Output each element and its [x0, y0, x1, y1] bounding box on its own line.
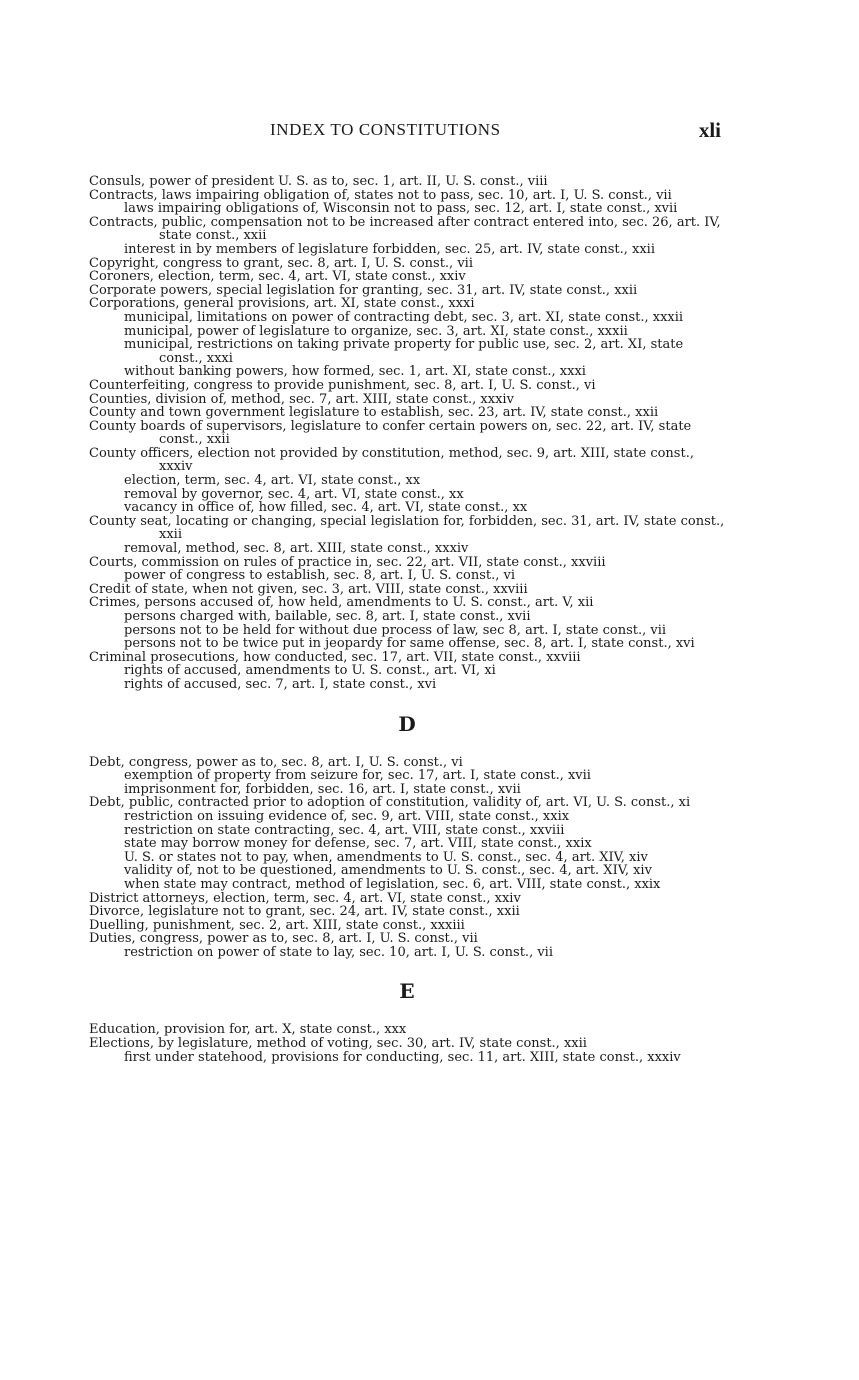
index-entry: Debt, public, contracted prior to adoption of constitution, validity of, art. VI, U. S. const., xi — [89, 795, 691, 811]
index-subentry: validity of, not to be questioned, amendments to U. S. const., sec. 4, art. XIV, xiv — [124, 863, 652, 879]
index-subentry: restriction on state contracting, sec. 4, art. VIII, state const., xxviii — [124, 822, 565, 838]
index-entry: Divorce, legislature not to grant, sec. 24, art. IV, state const., xxii — [89, 904, 520, 920]
index-entry: Contracts, laws impairing obligation of, states not to pass, sec. 10, art. I, U. S. const., vii — [89, 187, 672, 203]
index-subentry: restriction on issuing evidence of, sec. 9, art. VIII, state const., xxix — [124, 808, 570, 824]
page-number: xli — [698, 118, 721, 142]
section-letter: D — [398, 711, 416, 736]
index-entry: Courts, commission on rules of practice in, sec. 22, art. VII, state const., xxviii — [89, 554, 606, 570]
section-letter: E — [399, 979, 415, 1004]
index-subentry: rights of accused, sec. 7, art. I, state const., xvi — [124, 676, 437, 692]
index-entry: County and town government legislature to establish, sec. 23, art. IV, state const., xxii — [89, 405, 659, 421]
index-entry: Education, provision for, art. X, state const., xxx — [89, 1022, 407, 1038]
running-title: INDEX TO CONSTITUTIONS — [270, 120, 501, 139]
index-entry: Credit of state, when not given, sec. 3, art. VIII, state const., xxviii — [89, 581, 528, 597]
index-subentry: exemption of property from seizure for, sec. 17, art. I, state const., xvii — [124, 768, 591, 784]
index-subentry: election, term, sec. 4, art. VI, state const., xx — [124, 473, 421, 489]
index-subentry: power of congress to establish, sec. 8, art. I, U. S. const., vi — [124, 568, 516, 584]
index-body — [89, 175, 725, 1064]
index-subentry: U. S. or states not to pay, when, amendments to U. S. const., sec. 4, art. XIV, xiv — [124, 849, 648, 865]
index-subentry: persons not to be twice put in jeopardy for same offense, sec. 8, art. I, state const., xvi — [124, 636, 695, 652]
index-subentry: restriction on power of state to lay, sec. 10, art. I, U. S. const., vii — [124, 944, 553, 960]
index-entry: Duties, congress, power as to, sec. 8, art. I, U. S. const., vii — [89, 931, 478, 947]
index-entry: County seat, locating or changing, special legislation for, forbidden, sec. 31, art. IV, state const., xxii — [89, 513, 725, 543]
index-entry: Criminal prosecutions, how conducted, sec. 17, art. VII, state const., xxviii — [89, 649, 581, 665]
index-subentry: rights of accused, amendments to U. S. const., art. VI, xi — [124, 663, 496, 679]
index-entry: Consuls, power of president U. S. as to, sec. 1, art. II, U. S. const., viii — [89, 174, 548, 189]
index-entry: Debt, congress, power as to, sec. 8, art. I, U. S. const., vi — [89, 754, 463, 770]
index-subentry: municipal, restrictions on taking private property for public use, sec. 2, art. XI, state const., xxxi — [124, 337, 684, 366]
index-subentry: removal by governor, sec. 4, art. VI, state const., xx — [124, 486, 464, 502]
index-entry: County officers, election not provided by constitution, method, sec. 9, art. XIII, state const., xxxiv — [89, 445, 694, 475]
index-subentry: laws impairing obligations of, Wisconsin not to pass, sec. 12, art. I, state const., xvii — [124, 201, 678, 217]
index-subentry: vacancy in office of, how filled, sec. 4, art. VI, state const., xx — [124, 500, 528, 516]
index-entry: Coroners, election, term, sec. 4, art. VI, state const., xxiv — [89, 269, 466, 285]
index-entry: County boards of supervisors, legislature to confer certain powers on, sec. 22, art. IV, state const., xxii — [89, 418, 692, 448]
index-subentry: municipal, power of legislature to organize, sec. 3, art. XI, state const., xxxii — [124, 323, 628, 339]
index-subentry: persons charged with, bailable, sec. 8, art. I, state const., xvii — [124, 609, 531, 624]
running-header — [0, 120, 859, 144]
index-subentry: when state may contract, method of legislation, sec. 6, art. VIII, state const., xxix — [124, 876, 661, 892]
index-subentry: without banking powers, how formed, sec. 1, art. XI, state const., xxxi — [124, 364, 586, 380]
index-subentry: removal, method, sec. 8, art. XIII, state const., xxxiv — [124, 541, 469, 557]
index-entry: District attorneys, election, term, sec. 4, art. VI, state const., xxiv — [89, 890, 521, 906]
index-entry: Copyright, congress to grant, sec. 8, art. I, U. S. const., vii — [89, 255, 473, 271]
index-entry: Corporate powers, special legislation for granting, sec. 31, art. IV, state const., xxii — [89, 282, 638, 298]
index-entry: Elections, by legislature, method of voting, sec. 30, art. IV, state const., xxii — [89, 1036, 587, 1052]
index-subentry: persons not to be held for without due process of law, sec 8, art. I, state const., vii — [124, 622, 667, 638]
index-subentry: imprisonment for, forbidden, sec. 16, art. I, state const., xvii — [124, 781, 521, 797]
index-entry: Duelling, punishment, sec. 2, art. XIII, state const., xxxiii — [89, 917, 465, 933]
index-entry: Corporations, general provisions, art. XI, state const., xxxi — [89, 296, 475, 312]
index-entry: Crimes, persons accused of, how held, amendments to U. S. const., art. V, xii — [89, 595, 594, 611]
index-entry: Counterfeiting, congress to provide punishment, sec. 8, art. I, U. S. const., vi — [89, 377, 596, 393]
index-entry: Counties, division of, method, sec. 7, art. XIII, state const., xxxiv — [89, 391, 514, 407]
index-subentry: municipal, limitations on power of contracting debt, sec. 3, art. XI, state const., xxxii — [124, 309, 684, 325]
index-subentry: interest in by members of legislature forbidden, sec. 25, art. IV, state const., xxii — [124, 241, 655, 257]
index-subentry: state may borrow money for defense, sec. 7, art. VIII, state const., xxix — [124, 836, 592, 852]
index-subentry: first under statehood, provisions for conducting, sec. 11, art. XIII, state const., xxxiv — [124, 1049, 681, 1065]
index-entry: Contracts, public, compensation not to be increased after contract entered into, sec. 26, art. IV, state const., xxii — [89, 214, 721, 244]
